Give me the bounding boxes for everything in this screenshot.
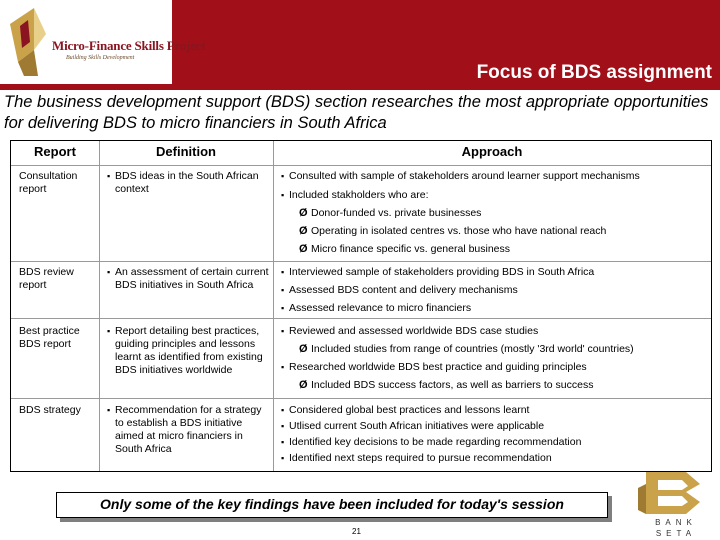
- column-divider: [99, 141, 100, 471]
- definition-cell: [107, 325, 269, 382]
- approach-subitem: Ø Micro finance specific vs. general business: [281, 243, 707, 256]
- approach-cell: [281, 170, 707, 256]
- approach-item: ▪ Assessed relevance to micro financiers: [281, 302, 707, 315]
- logo-title: Micro-Finance Skills Project: [52, 38, 206, 53]
- bankseta-bottom-text: SETA: [655, 529, 697, 538]
- report-cell: BDS review report: [19, 266, 74, 291]
- bankseta-top-text: BANK: [655, 518, 697, 527]
- header-divider: [11, 165, 711, 166]
- slide-subtitle: The business development support (BDS) section researches the most appropriate opportunities for delivering BDS to micro financiers in South Africa: [4, 93, 709, 132]
- bds-table: [10, 140, 712, 472]
- bankseta-logo-icon: [636, 470, 716, 538]
- definition-cell: [107, 266, 269, 297]
- definition-text: ▪ Recommendation for a strategy to establish a BDS initiative aimed at micro financiers in South Africa: [107, 404, 269, 456]
- header-report: Report: [34, 144, 76, 159]
- approach-subitem: Ø Included BDS success factors, as well as barriers to success: [281, 379, 707, 392]
- approach-subitem: Ø Included studies from range of countries (mostly '3rd world' countries): [281, 343, 707, 356]
- definition-cell: [107, 170, 269, 201]
- approach-subitem: Ø Operating in isolated centres vs. those who have national reach: [281, 225, 707, 238]
- approach-item: ▪ Included stakholders who are:: [281, 189, 707, 202]
- approach-subitem: Ø Donor-funded vs. private businesses: [281, 207, 707, 220]
- definition-text: ▪ Report detailing best practices, guiding principles and lessons learnt as identified from existing BDS initiatives worldwide: [107, 325, 269, 377]
- logo-area: [0, 0, 206, 84]
- approach-item: ▪ Identified key decisions to be made regarding recommendation: [281, 436, 707, 449]
- definition-cell: [107, 404, 269, 461]
- header-approach: Approach: [461, 144, 523, 159]
- logo-tagline: Building Skills Development: [66, 55, 135, 61]
- callout-box: [56, 492, 608, 518]
- slide-title: Focus of BDS assignment: [476, 62, 712, 83]
- report-cell: Consultation report: [19, 170, 78, 195]
- approach-item: ▪ Interviewed sample of stakeholders providing BDS in South Africa: [281, 266, 707, 279]
- approach-item: ▪ Considered global best practices and lessons learnt: [281, 404, 707, 417]
- column-divider: [273, 141, 274, 471]
- approach-item: ▪ Identified next steps required to pursue recommendation: [281, 452, 707, 465]
- header-definition: Definition: [156, 144, 216, 159]
- definition-text: ▪ An assessment of certain current BDS initiatives in South Africa: [107, 266, 269, 292]
- page-number: 21: [352, 527, 361, 536]
- approach-cell: [281, 404, 707, 465]
- row-divider: [11, 261, 711, 262]
- approach-item: ▪ Researched worldwide BDS best practice and guiding principles: [281, 361, 707, 374]
- approach-cell: [281, 325, 707, 392]
- definition-text: ▪ BDS ideas in the South African context: [107, 170, 269, 196]
- callout-text: Only some of the key findings have been included for today's session: [100, 496, 564, 512]
- approach-item: ▪ Consulted with sample of stakeholders around learner support mechanisms: [281, 170, 707, 183]
- approach-item: ▪ Utlised current South African initiatives were applicable: [281, 420, 707, 433]
- approach-item: ▪ Assessed BDS content and delivery mechanisms: [281, 284, 707, 297]
- report-cell: Best practice BDS report: [19, 325, 80, 350]
- row-divider: [11, 398, 711, 399]
- report-cell: BDS strategy: [19, 404, 81, 416]
- row-divider: [11, 318, 711, 319]
- approach-cell: [281, 266, 707, 315]
- approach-item: ▪ Reviewed and assessed worldwide BDS case studies: [281, 325, 707, 338]
